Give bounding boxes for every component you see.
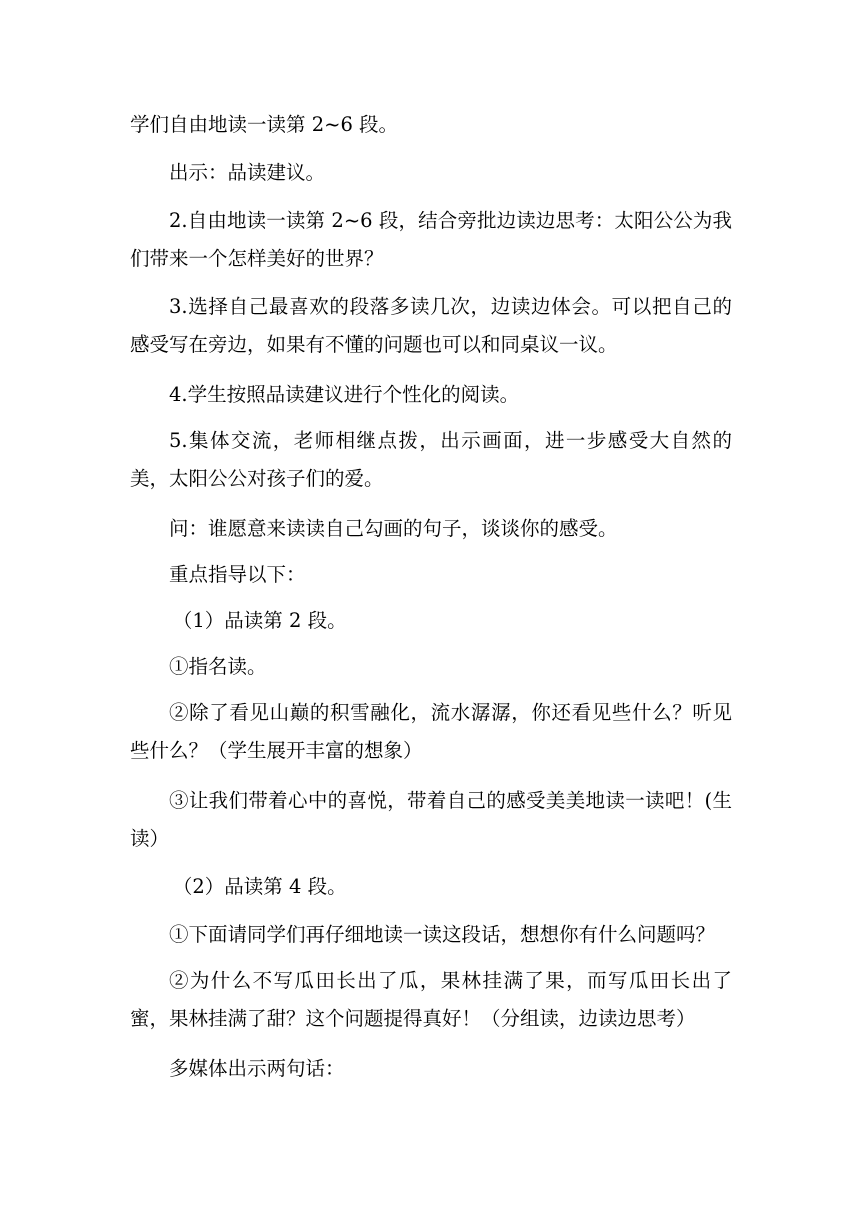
- paragraph-read-aloud: ③让我们带着心中的喜悦，带着自己的感受美美地读一读吧！(生读）: [130, 789, 732, 850]
- paragraph-continuation: 学们自由地读一读第 2~6 段。: [130, 113, 399, 136]
- paragraph-key-guidance: 重点指导以下：: [169, 563, 306, 586]
- paragraph-step-5: 5.集体交流，老师相继点拨，出示画面，进一步感受大自然的美，太阳公公对孩子们的爱。: [130, 429, 732, 490]
- paragraph-imagination: ②除了看见山巅的积雪融化，流水潺潺，你还看见些什么？听见些什么？（学生展开丰富的想象）: [130, 701, 732, 762]
- paragraph-careful-read: ①下面请同学们再仔细地读一读这段话，想想你有什么问题吗？: [169, 923, 716, 946]
- paragraph-name-read: ①指名读。: [169, 655, 267, 678]
- paragraph-read-section-4: （2）品读第 4 段。: [172, 875, 347, 898]
- paragraph-step-3: 3.选择自己最喜欢的段落多读几次，边读边体会。可以把自己的感受写在旁边，如果有不懂的问题也可以和同桌议一议。: [130, 295, 732, 356]
- paragraph-why-question: ②为什么不写瓜田长出了瓜，果林挂满了果，而写瓜田长出了蜜，果林挂满了甜？这个问题提得真好！（分组读，边读边思考）: [130, 969, 732, 1030]
- paragraph-step-4: 4.学生按照品读建议进行个性化的阅读。: [169, 383, 520, 406]
- paragraph-step-2: 2.自由地读一读第 2~6 段，结合旁批边读边思考：太阳公公为我们带来一个怎样美好的世界？: [130, 209, 732, 270]
- paragraph-read-section-2: （1）品读第 2 段。: [172, 609, 347, 632]
- paragraph-question: 问：谁愿意来读读自己勾画的句子，谈谈你的感受。: [169, 517, 618, 540]
- paragraph-multimedia: 多媒体出示两句话：: [169, 1057, 345, 1080]
- paragraph-show-suggestion: 出示：品读建议。: [169, 161, 326, 184]
